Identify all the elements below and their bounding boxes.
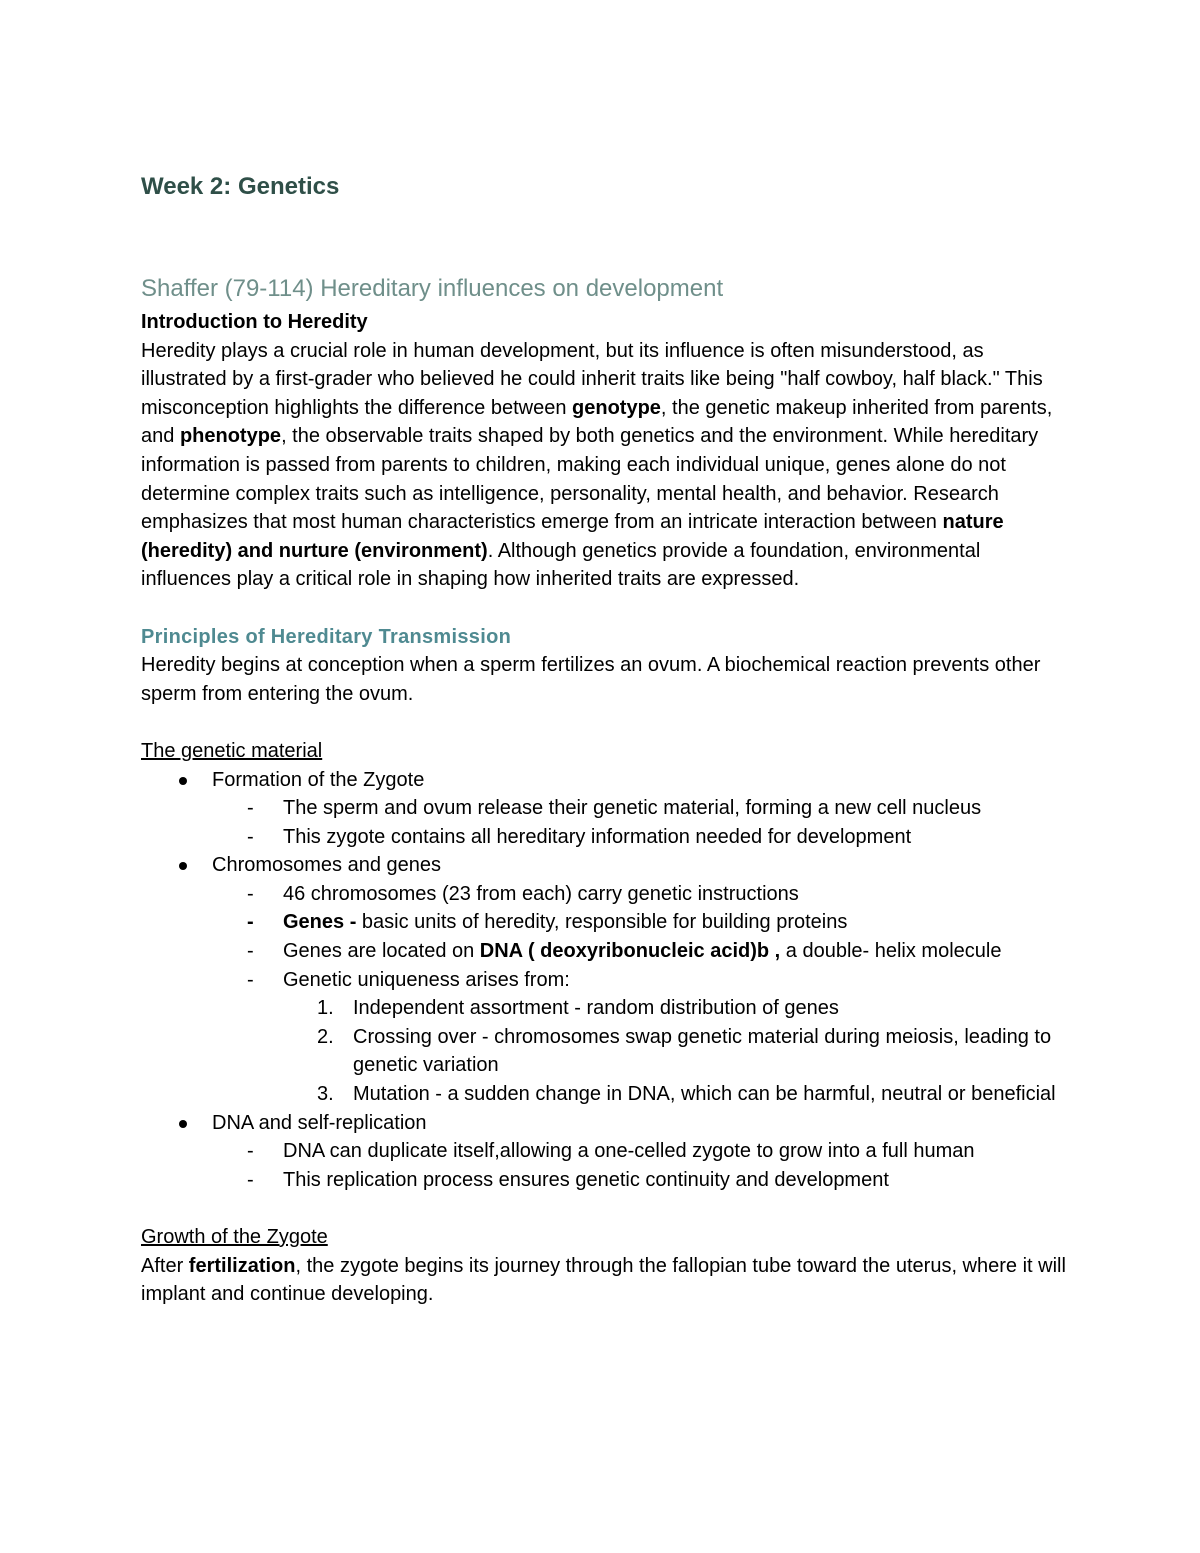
- genetic-material-list: [141, 766, 1071, 1195]
- number-marker: 1.: [317, 997, 334, 1020]
- bullet-icon: [179, 777, 187, 785]
- intro-text-2: , the genetic makeup inherited from parents, and: [141, 396, 1053, 448]
- sub-list: [212, 794, 1071, 851]
- intro-text-3: , the observable traits shaped by both genetics and the environment. While hereditary information is passed from parents to children, making each individual unique, genes alone do not determine complex traits such as intelligence, personality, mental health, and behavior. Research emphasizes that most human characteristics emerge from an intricate interaction between: [141, 425, 1039, 534]
- sub-list-item: [141, 1166, 1071, 1195]
- dash-marker: -: [247, 1168, 254, 1191]
- spacer: [141, 1194, 1071, 1223]
- sub-item-text: This zygote contains all hereditary information needed for development: [283, 825, 912, 848]
- term-genes: Genes -: [283, 911, 357, 934]
- growth-paragraph: [141, 1252, 1071, 1309]
- term-fertilization: fertilization: [188, 1254, 296, 1277]
- bullet-icon: [179, 862, 187, 870]
- spacer: [141, 708, 1071, 737]
- genetic-material-heading: The genetic material: [141, 739, 323, 762]
- sub-list-item: [141, 823, 1071, 852]
- document-content: [141, 168, 1071, 1309]
- intro-heading: Introduction to Heredity: [141, 311, 368, 333]
- spacer: [141, 594, 1071, 623]
- section-title: Shaffer (79-114) Hereditary influences on development: [141, 275, 724, 302]
- intro-text-4: . Although genetics provide a foundation, environmental influences play a critical role in shaping how inherited traits are expressed.: [141, 539, 981, 591]
- principles-heading: Principles of Hereditary Transmission: [141, 625, 512, 648]
- numbered-item-text: Mutation - a sudden change in DNA, which can be harmful, neutral or beneficial: [353, 1083, 1056, 1106]
- sub-list: [212, 1137, 1071, 1194]
- dash-marker: -: [247, 797, 254, 820]
- intro-paragraph: [141, 337, 1071, 594]
- sub-item-text: a double- helix molecule: [780, 940, 1002, 963]
- sub-list-item: [141, 966, 1071, 1109]
- sub-list-item: [141, 908, 1071, 937]
- numbered-list: [283, 994, 1071, 1108]
- dash-marker: -: [247, 882, 254, 905]
- list-item-chromosomes: [141, 851, 1071, 1108]
- sub-item-text: DNA can duplicate itself,allowing a one-celled zygote to grow into a full human: [283, 1140, 975, 1163]
- sub-item-text: The sperm and ovum release their genetic material, forming a new cell nucleus: [283, 797, 982, 820]
- dash-marker: -: [247, 940, 254, 963]
- sub-item-text: Genes are located on: [283, 940, 480, 963]
- list-item-label: Chromosomes and genes: [212, 854, 442, 877]
- numbered-item: [141, 994, 1071, 1023]
- document-title: Week 2: Genetics: [141, 173, 340, 200]
- term-phenotype: phenotype: [179, 425, 282, 448]
- sub-item-text: basic units of heredity, responsible for building proteins: [356, 911, 848, 934]
- term-nature-nurture: nature (heredity) and nurture (environment): [141, 511, 1004, 562]
- numbered-item: [141, 1080, 1071, 1109]
- list-item-dna: [141, 1109, 1071, 1195]
- intro-text-1: Heredity plays a crucial role in human development, but its influence is often misunderstood, as illustrated by a first-grader who believed he could inherit traits like being "half cowboy, half black." This misconception highlights the difference between: [141, 339, 1043, 419]
- sub-list-item: [141, 880, 1071, 909]
- numbered-item-text: Independent assortment - random distribution of genes: [353, 997, 839, 1020]
- principles-paragraph: Heredity begins at conception when a sperm fertilizes an ovum. A biochemical reaction prevents other sperm from entering the ovum.: [141, 654, 1041, 705]
- growth-heading: Growth of the Zygote: [141, 1226, 328, 1248]
- numbered-item: [141, 1023, 1071, 1080]
- sub-list-item: [141, 1137, 1071, 1166]
- number-marker: 2.: [317, 1025, 334, 1048]
- bullet-icon: [179, 1120, 187, 1128]
- sub-list-item: [141, 794, 1071, 823]
- growth-text-2: , the zygote begins its journey through the fallopian tube toward the uterus, where it will implant and continue developing.: [141, 1254, 1066, 1306]
- term-dna: DNA ( deoxyribonucleic acid)b ,: [479, 940, 781, 963]
- sub-item-text: Genetic uniqueness arises from:: [283, 968, 570, 991]
- dash-marker: -: [247, 968, 254, 991]
- list-item-label: Formation of the Zygote: [212, 768, 425, 791]
- dash-marker: -: [247, 1140, 254, 1163]
- term-genotype: genotype: [572, 396, 661, 419]
- sub-item-text: This replication process ensures genetic continuity and development: [283, 1168, 889, 1191]
- growth-text-1: After: [141, 1254, 189, 1277]
- sub-list: [212, 880, 1071, 1109]
- list-item-zygote: [141, 766, 1071, 852]
- dash-marker: -: [247, 825, 254, 848]
- sub-item-text: 46 chromosomes (23 from each) carry genetic instructions: [283, 882, 799, 905]
- dash-marker: -: [247, 911, 254, 934]
- numbered-item-text: Crossing over - chromosomes swap genetic material during meiosis, leading to genetic variation: [353, 1025, 1052, 1077]
- number-marker: 3.: [317, 1083, 334, 1106]
- sub-list-item: [141, 937, 1071, 966]
- list-item-label: DNA and self-replication: [212, 1111, 427, 1134]
